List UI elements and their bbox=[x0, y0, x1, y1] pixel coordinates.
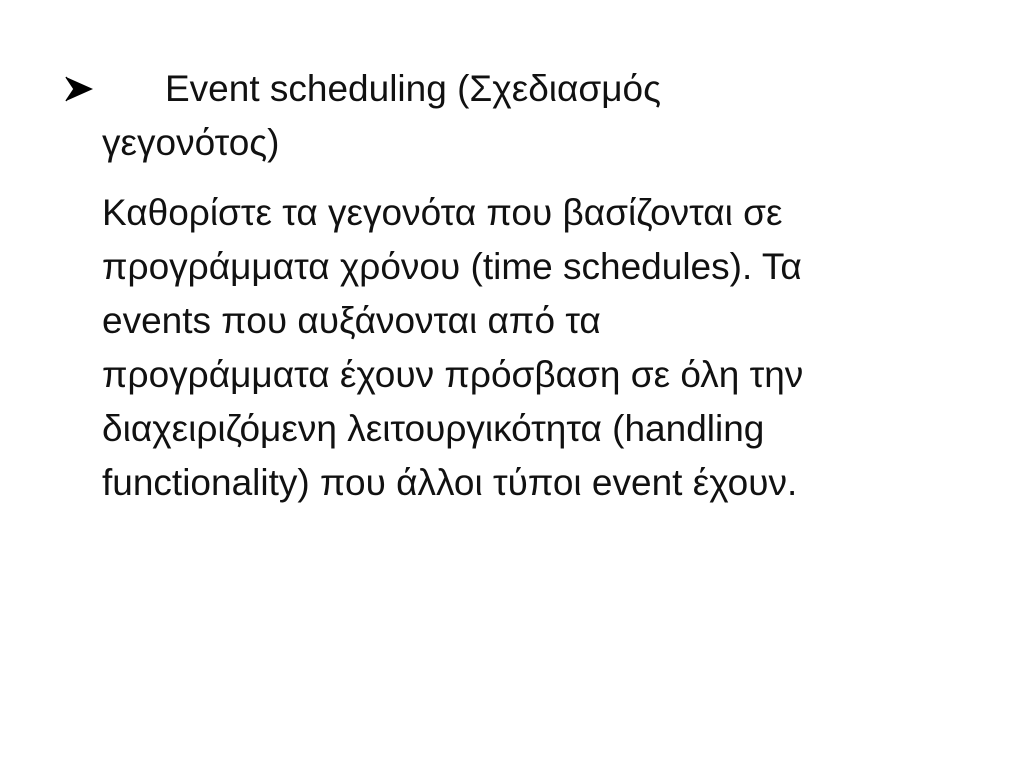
arrowhead-bullet-icon bbox=[64, 76, 94, 102]
body-paragraph bbox=[102, 186, 982, 510]
body-line: προγράμματα έχουν πρόσβαση σε όλη την bbox=[102, 354, 804, 395]
body-line: events που αυξάνονται από τα bbox=[102, 300, 601, 341]
body-line: προγράμματα χρόνου (time schedules). Τα bbox=[102, 246, 802, 287]
body-line: functionality) που άλλοι τύποι event έχουν. bbox=[102, 462, 798, 503]
body-line: διαχειριζόμενη λειτουργικότητα (handling bbox=[102, 408, 765, 449]
bullet-title-line-2: γεγονότος) bbox=[102, 122, 280, 163]
body-line: Καθορίστε τα γεγονότα που βασίζονται σε bbox=[102, 192, 783, 233]
bullet-title-line-1: Event scheduling (Σχεδιασμός bbox=[165, 68, 661, 109]
